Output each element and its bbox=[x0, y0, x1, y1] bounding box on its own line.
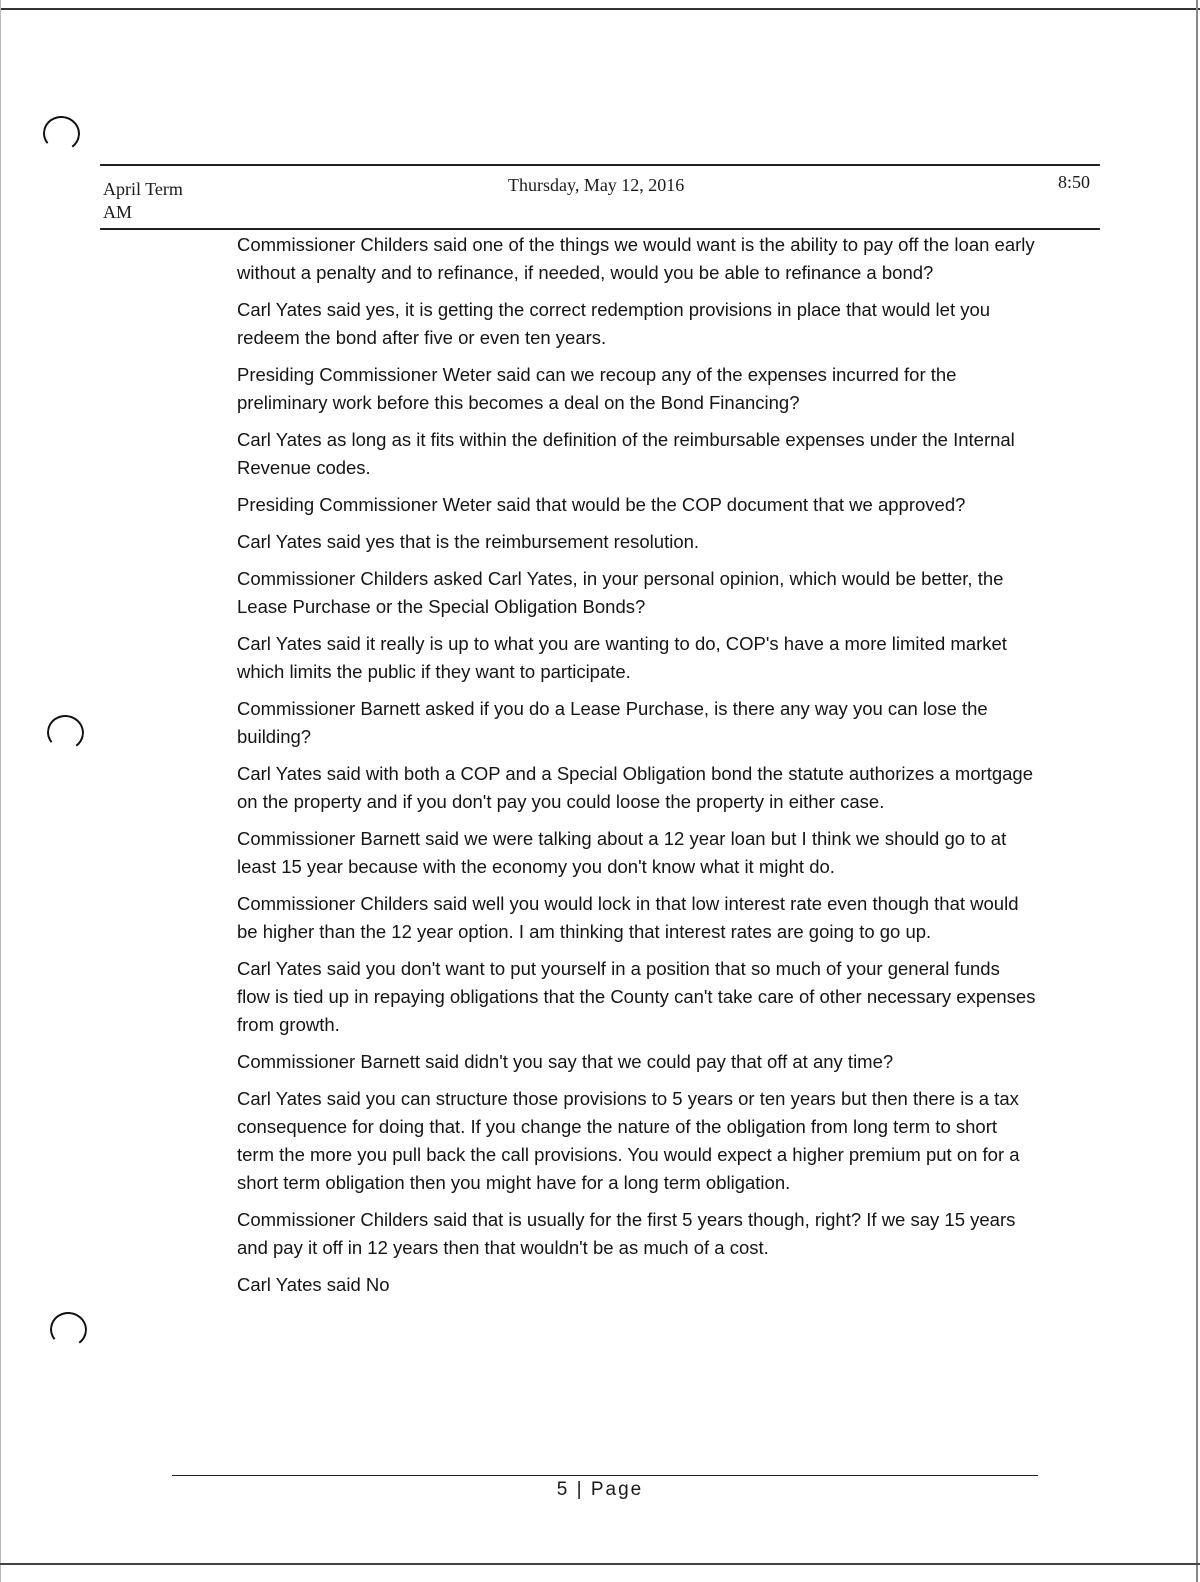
minutes-paragraph: Carl Yates as long as it fits within the definition of the reimbursable expenses under the Internal Revenue codes. bbox=[237, 429, 1015, 478]
minutes-paragraph: Carl Yates said yes, it is getting the correct redemption provisions in place that would let you redeem the bond after five or even ten years. bbox=[237, 299, 991, 348]
minutes-paragraph: Carl Yates said you can structure those provisions to 5 years or ten years but then there is a tax consequence for doing that. If you change the nature of the obligation from long term to short term the more you pull back the call provisions. You would expect a higher premium put on for a short term obligation then you might have for a long term obligation. bbox=[237, 1088, 1020, 1193]
minutes-paragraph: Commissioner Childers said one of the things we would want is the ability to pay off the loan early without a penalty and to refinance, if needed, would you be able to refinance a bond? bbox=[237, 234, 1035, 283]
punch-hole-middle bbox=[45, 713, 87, 753]
minutes-paragraph: Commissioner Childers said that is usually for the first 5 years though, right? If we say 15 years and pay it off in 12 years then that wouldn't be as much of a cost. bbox=[237, 1209, 1016, 1258]
minutes-paragraph: Commissioner Barnett said we were talking about a 12 year loan but I think we should go to at least 15 year because with the economy you don't know what it might do. bbox=[237, 828, 1007, 877]
minutes-paragraph: Presiding Commissioner Weter said can we recoup any of the expenses incurred for the preliminary work before this becomes a deal on the Bond Financing? bbox=[237, 364, 957, 413]
header-meridiem: AM bbox=[103, 202, 133, 222]
header-rule-top bbox=[100, 164, 1100, 166]
minutes-paragraph: Commissioner Childers said well you would lock in that low interest rate even though that would be higher than the 12 year option. I am thinking that interest rates are going to go up. bbox=[237, 893, 1019, 942]
page-number: 5 | Page bbox=[556, 1479, 644, 1500]
page-edge-top bbox=[0, 8, 1200, 10]
minutes-paragraph: Carl Yates said you don't want to put yourself in a position that so much of your general funds flow is tied up in repaying obligations that the County can't take care of other necessary expenses from growth. bbox=[237, 958, 1036, 1035]
page-edge-bottom bbox=[0, 1563, 1200, 1565]
minutes-paragraph: Carl Yates said No bbox=[237, 1274, 390, 1295]
header-time: 8:50 bbox=[1058, 172, 1091, 192]
minutes-body bbox=[237, 231, 1037, 1308]
minutes-paragraph: Commissioner Barnett said didn't you say that we could pay that off at any time? bbox=[237, 1051, 894, 1072]
minutes-paragraph: Carl Yates said with both a COP and a Special Obligation bond the statute authorizes a mortgage on the property and if you don't pay you could loose the property in either case. bbox=[237, 763, 1033, 812]
page-edge-right bbox=[1196, 0, 1198, 1582]
minutes-paragraph: Carl Yates said it really is up to what you are wanting to do, COP's have a more limited market which limits the public if they want to participate. bbox=[237, 633, 1007, 682]
minutes-paragraph: Commissioner Childers asked Carl Yates, in your personal opinion, which would be better, the Lease Purchase or the Special Obligation Bonds? bbox=[237, 568, 1004, 617]
header-term: April Term bbox=[103, 179, 183, 199]
punch-hole-top bbox=[41, 114, 83, 154]
footer-rule bbox=[172, 1475, 1038, 1476]
header-date: Thursday, May 12, 2016 bbox=[508, 175, 685, 195]
page-edge-left bbox=[0, 0, 1, 1582]
punch-hole-bottom bbox=[48, 1310, 90, 1350]
minutes-paragraph: Carl Yates said yes that is the reimbursement resolution. bbox=[237, 531, 700, 552]
minutes-paragraph: Presiding Commissioner Weter said that would be the COP document that we approved? bbox=[237, 494, 966, 515]
minutes-paragraph: Commissioner Barnett asked if you do a Lease Purchase, is there any way you can lose the building? bbox=[237, 698, 988, 747]
header-rule-bottom bbox=[100, 228, 1100, 230]
